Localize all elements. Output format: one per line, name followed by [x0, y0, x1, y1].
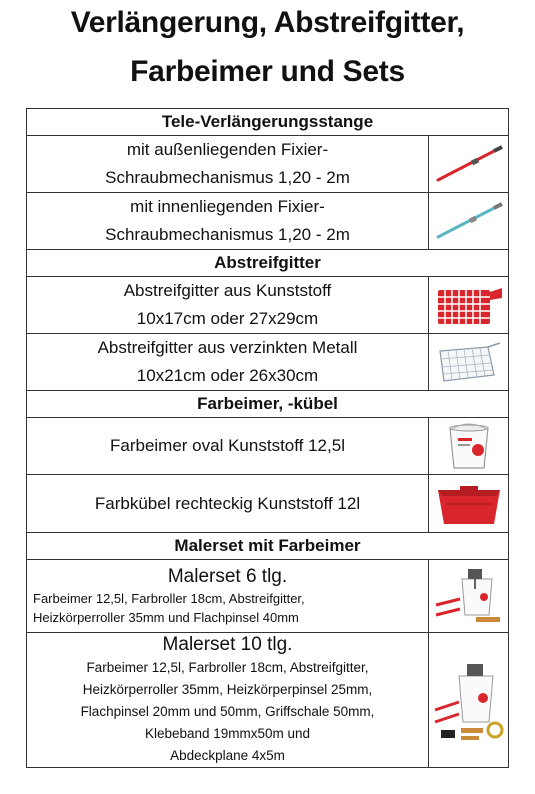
set-line: Farbeimer 12,5l, Farbroller 18cm, Abstreifgitter, [33, 591, 305, 606]
red-plastic-grid-icon [429, 277, 509, 334]
product-description [27, 418, 429, 475]
table-row [27, 193, 509, 250]
product-line: 10x17cm oder 27x29cm [136, 309, 319, 328]
table-row [27, 475, 509, 533]
product-description [27, 633, 429, 768]
product-line: mit innenliegenden Fixier- [130, 197, 325, 216]
table-row [27, 136, 509, 193]
product-table [26, 108, 509, 768]
set-line: Flachpinsel 20mm und 50mm, Griffschale 50mm, [80, 704, 375, 719]
set-line: Heizkörperroller 35mm, Heizkörperpinsel 25mm, [82, 682, 373, 697]
red-paint-tray-icon [429, 475, 509, 533]
product-description [27, 334, 429, 391]
table-row [27, 633, 509, 768]
white-paint-bucket-icon [429, 418, 509, 475]
teal-telescopic-pole-icon [429, 193, 509, 250]
product-description [27, 277, 429, 334]
table-row [27, 560, 509, 633]
product-line: mit außenliegenden Fixier- [126, 140, 329, 159]
set-line: Farbeimer 12,5l, Farbroller 18cm, Abstreifgitter, [86, 660, 369, 675]
product-line: Abstreifgitter aus verzinkten Metall [97, 338, 358, 357]
section-header-tele [27, 109, 509, 136]
set-line: Abdeckplane 4x5m [170, 748, 285, 763]
red-telescopic-pole-icon [429, 136, 509, 193]
section-header-gitter [27, 250, 509, 277]
table-row [27, 418, 509, 475]
set-line: Klebeband 19mmx50m und [144, 726, 311, 741]
product-line: Abstreifgitter aus Kunststoff [123, 281, 332, 300]
section-title: Abstreifgitter [27, 250, 509, 277]
set-title: Malerset 6 tlg. [167, 566, 288, 587]
product-description [27, 560, 429, 633]
metal-grid-icon [429, 334, 509, 391]
set-title: Malerset 10 tlg. [162, 634, 293, 655]
section-title: Tele-Verlängerungsstange [27, 109, 509, 136]
section-title: Malerset mit Farbeimer [27, 533, 509, 560]
product-line: Schraubmechanismus 1,20 - 2m [105, 225, 350, 244]
product-description [27, 193, 429, 250]
product-line: 10x21cm oder 26x30cm [136, 366, 319, 385]
page-title-line2: Farbeimer und Sets [130, 55, 405, 88]
product-line: Farbeimer oval Kunststoff 12,5l [110, 436, 345, 455]
table-row [27, 277, 509, 334]
section-header-eimer [27, 391, 509, 418]
section-header-sets [27, 533, 509, 560]
product-description [27, 136, 429, 193]
product-line: Schraubmechanismus 1,20 - 2m [105, 168, 350, 187]
painter-set-6-icon [429, 560, 509, 633]
painter-set-10-icon [429, 633, 509, 768]
product-description [27, 475, 429, 533]
set-line: Heizkörperroller 35mm und Flachpinsel 40mm [33, 610, 299, 625]
section-title: Farbeimer, -kübel [27, 391, 509, 418]
page-title-line1: Verlängerung, Abstreifgitter, [70, 6, 465, 39]
product-line: Farbkübel rechteckig Kunststoff 12l [94, 493, 361, 513]
table-row [27, 334, 509, 391]
